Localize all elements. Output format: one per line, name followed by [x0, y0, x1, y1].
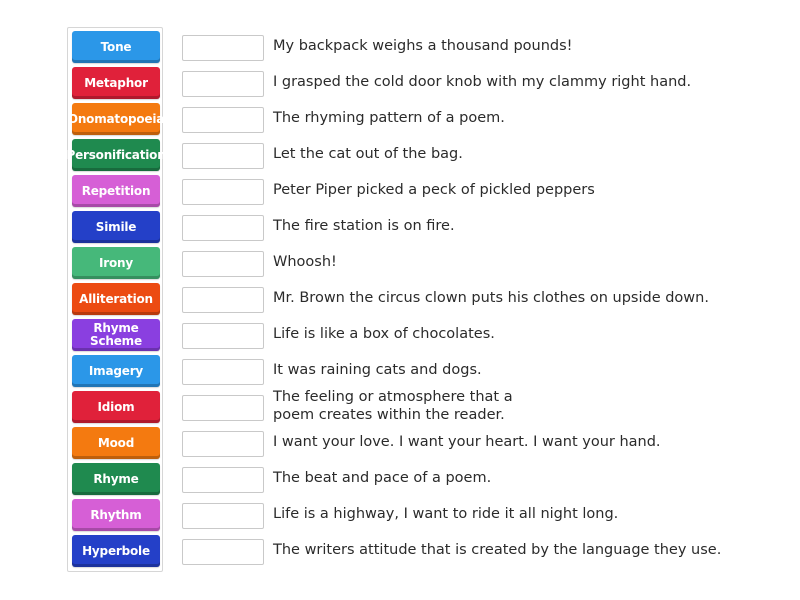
answer-drop-box[interactable] — [182, 143, 264, 169]
clue-text: Whoosh! — [273, 254, 337, 270]
term-tile-idiom[interactable]: Idiom — [72, 391, 160, 423]
answer-drop-box[interactable] — [182, 359, 264, 385]
answer-drop-box[interactable] — [182, 431, 264, 457]
clue-text: I grasped the cold door knob with my clammy right hand. — [273, 74, 692, 90]
clue-text: Peter Piper picked a peck of pickled peppers — [273, 182, 595, 198]
clue-text: The feeling or atmosphere that a poem creates within the reader. — [273, 389, 513, 423]
answer-drop-box[interactable] — [182, 503, 264, 529]
term-tile-simile[interactable]: Simile — [72, 211, 160, 243]
clue-text: The beat and pace of a poem. — [273, 470, 492, 486]
answer-drop-box[interactable] — [182, 467, 264, 493]
answer-drop-box[interactable] — [182, 215, 264, 241]
answer-drop-box[interactable] — [182, 395, 264, 421]
clue-text: It was raining cats and dogs. — [273, 362, 482, 378]
answer-drop-box[interactable] — [182, 179, 264, 205]
clue-text: Mr. Brown the circus clown puts his clothes on upside down. — [273, 290, 709, 306]
clue-text: I want your love. I want your heart. I want your hand. — [273, 434, 661, 450]
term-tile-rhyme-scheme[interactable]: Rhyme Scheme — [72, 319, 160, 351]
term-tile-rhythm[interactable]: Rhythm — [72, 499, 160, 531]
term-tile-irony[interactable]: Irony — [72, 247, 160, 279]
term-tile-personification[interactable]: Personification — [72, 139, 160, 171]
clue-text: The writers attitude that is created by the language they use. — [273, 542, 722, 558]
term-tile-rhyme[interactable]: Rhyme — [72, 463, 160, 495]
clue-text: Life is a highway, I want to ride it all night long. — [273, 506, 619, 522]
clue-text: The rhyming pattern of a poem. — [273, 110, 505, 126]
clue-text: Life is like a box of chocolates. — [273, 326, 495, 342]
answer-drop-box[interactable] — [182, 539, 264, 565]
term-tile-onomatopoeia[interactable]: Onomatopoeia — [72, 103, 160, 135]
clue-text: My backpack weighs a thousand pounds! — [273, 38, 573, 54]
term-tile-repetition[interactable]: Repetition — [72, 175, 160, 207]
term-tile-alliteration[interactable]: Alliteration — [72, 283, 160, 315]
clue-text: The fire station is on fire. — [273, 218, 455, 234]
answer-drop-box[interactable] — [182, 107, 264, 133]
term-tile-mood[interactable]: Mood — [72, 427, 160, 459]
term-tile-hyperbole[interactable]: Hyperbole — [72, 535, 160, 567]
clue-text: Let the cat out of the bag. — [273, 146, 463, 162]
answer-drop-box[interactable] — [182, 251, 264, 277]
answer-drop-box[interactable] — [182, 287, 264, 313]
answer-drop-box[interactable] — [182, 71, 264, 97]
term-tile-imagery[interactable]: Imagery — [72, 355, 160, 387]
term-bank — [66, 27, 166, 572]
term-tile-metaphor[interactable]: Metaphor — [72, 67, 160, 99]
answer-drop-box[interactable] — [182, 323, 264, 349]
term-tile-tone[interactable]: Tone — [72, 31, 160, 63]
answer-drop-box[interactable] — [182, 35, 264, 61]
